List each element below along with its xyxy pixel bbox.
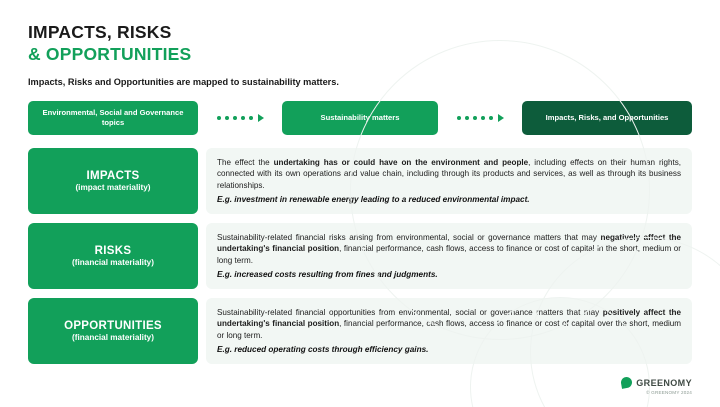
row-label-subtitle: (impact materiality) [75,182,151,192]
title-line-1: IMPACTS, RISKS [28,22,172,42]
row-example-opportunities: E.g. reduced operating costs through efficiency gains. [217,345,429,355]
row-example-impacts: E.g. investment in renewable energy leading to a reduced environmental impact. [217,195,530,205]
row-body-opportunities [206,298,692,364]
connector-dot [489,116,493,120]
connector-dot [241,116,245,120]
flow-connector-1 [198,114,282,122]
flow-step-esg-topics: Environmental, Social and Governance topics [28,101,198,135]
row-label-title: IMPACTS [86,169,140,182]
connector-dot [473,116,477,120]
row-body-risks [206,223,692,289]
copyright-text: © GREENOMY 2024 [646,390,692,395]
row-label-opportunities [28,298,198,364]
connector-dot [249,116,253,120]
row-risks [28,223,692,289]
title-line-2: & OPPORTUNITIES [28,43,192,64]
row-label-subtitle: (financial materiality) [72,257,154,267]
connector-dot [457,116,461,120]
flow-step-iro: Impacts, Risks, and Opportunities [522,101,692,135]
row-opportunities [28,298,692,364]
row-example-risks: E.g. increased costs resulting from fines and judgments. [217,270,438,280]
row-body-impacts [206,148,692,214]
brand-name: GREENOMY [636,377,692,388]
connector-dot [233,116,237,120]
connector-dot [225,116,229,120]
row-body-text: Sustainability-related financial risks arising from environmental, social or governance matters that may negatively affect the undertaking's financial position, financial performance, cash flows, access to finance or cost of capital in the short, medium or long term. [217,232,681,265]
connector-dot [217,116,221,120]
arrow-right-icon [498,114,504,122]
row-label-title: RISKS [94,244,132,257]
row-body-text: Sustainability-related financial opportunities from environmental, social or governance matters that may positively affect the undertaking's financial position, financial performance, cash flows, access to finance or cost of capital over the short, medium or long term. [217,307,681,340]
page-subtitle: Impacts, Risks and Opportunities are mapped to sustainability matters. [28,76,339,87]
flow-diagram [28,101,692,135]
footer [621,377,692,395]
row-body-text: The effect the undertaking has or could have on the environment and people, including effects on their human rights, connected with its own operations and value chain, including through its products and services, as well as through its business relationships. [217,157,682,190]
row-label-title: OPPORTUNITIES [64,319,162,332]
row-label-risks [28,223,198,289]
arrow-right-icon [258,114,264,122]
row-label-impacts [28,148,198,214]
row-label-subtitle: (financial materiality) [72,332,154,342]
brand-logo [621,377,692,388]
leaf-icon [620,376,633,389]
connector-dot [465,116,469,120]
connector-dot [481,116,485,120]
definition-rows [28,148,692,364]
row-impacts [28,148,692,214]
page-title [28,22,692,66]
flow-connector-2 [438,114,522,122]
flow-step-sustainability-matters: Sustainability matters [282,101,438,135]
